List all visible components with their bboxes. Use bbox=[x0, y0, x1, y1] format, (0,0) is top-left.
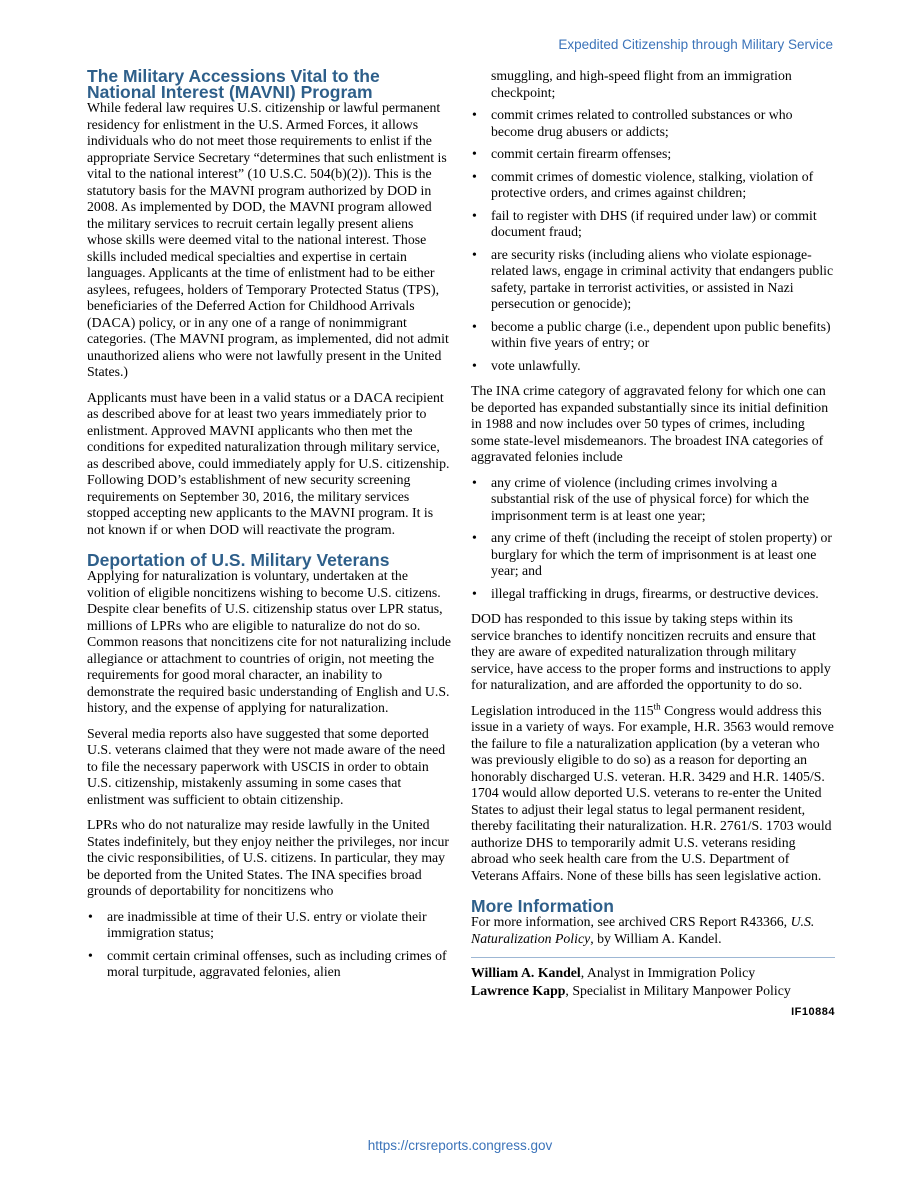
mavni-heading: The Military Accessions Vital to the National Interest (MAVNI) Program bbox=[87, 66, 380, 102]
deportation-heading: Deportation of U.S. Military Veterans bbox=[87, 550, 390, 570]
bullet-icon: • bbox=[472, 530, 477, 545]
list-item-text: commit crimes of domestic violence, stalking, violation of protective orders, and crimes against children; bbox=[491, 168, 814, 200]
list-item bbox=[471, 475, 835, 525]
author-line bbox=[471, 964, 835, 982]
bullet-continuation: smuggling, and high-speed flight from an immigration checkpoint; bbox=[491, 68, 792, 100]
bullet-icon: • bbox=[88, 908, 93, 924]
list-item bbox=[471, 169, 835, 202]
bullet-icon: • bbox=[472, 357, 477, 373]
list-item bbox=[87, 948, 451, 981]
ordinal-suffix: th bbox=[653, 700, 661, 711]
bullet-icon: • bbox=[472, 107, 477, 122]
report-id: IF10884 bbox=[791, 1006, 835, 1018]
report-title: U.S. Naturalization Policy bbox=[471, 914, 815, 946]
list-item-text: are inadmissible at time of their U.S. entry or violate their immigration status; bbox=[107, 908, 427, 940]
right-column bbox=[471, 68, 835, 1018]
list-item bbox=[87, 909, 451, 942]
list-item bbox=[471, 107, 835, 140]
list-item-text: are security risks (including aliens who violate espionage-related laws, engage in criminal activity that endangers public safety, partake in terrorist activities, or assisted in Nazi persecution or genocide); bbox=[491, 246, 834, 311]
more-information-paragraph bbox=[471, 914, 835, 947]
dod-response-paragraph: DOD has responded to this issue by taking steps within its service branches to identify noncitizen recruits and ensure that they are aware of expedited naturalization through military service, have access to the proper forms and instructions to apply for naturalization, and are afforded the opportunity to do so. bbox=[471, 611, 831, 692]
footer-url[interactable]: https://crsreports.congress.gov bbox=[367, 1138, 553, 1153]
list-item-text: commit crimes related to controlled substances or who become drug abusers or addicts; bbox=[491, 107, 793, 139]
list-item bbox=[471, 358, 835, 375]
list-item bbox=[471, 586, 835, 603]
legislation-text-start: Legislation introduced in the 115 bbox=[471, 702, 654, 718]
legislation-text-rest: Congress would address this issue in a variety of ways. For example, H.R. 3563 would remove the failure to file a naturalization application (by a veteran who was previously eligible to do so) as a reason for deporting an honorably discharged U.S. veteran. H.R. 3429 and H.R. 1405/S. 1704 would allow deported U.S. veterans to re-enter the United States to adjust their legal status to legal permanent resident, thereby facilitating their naturalization. H.R. 2761/S. 1703 would authorize DHS to temporarily admit U.S. veterans residing abroad who seek health care from the U.S. Department of Veterans Affairs. None of these bills has seen legislative action. bbox=[471, 702, 834, 883]
mavni-paragraph-2: Applicants must have been in a valid status or a DACA recipient as described above for at least two years immediately prior to enlistment. Approved MAVNI applicants who then met the conditions for expedited naturalization through military service, as described above, could immediately apply for U.S. citizenship. Following DOD’s establishment of new security screening requirements on September 30, 2016, the military services stopped accepting new applicants to the MAVNI program. It is not known if or when DOD will reactivate the program. bbox=[87, 389, 450, 537]
more-info-text-before: For more information, see archived CRS Report R43366, bbox=[471, 914, 791, 929]
list-item-text: any crime of violence (including crimes involving a substantial risk of the use of physical force) for which the imprisonment term is at least one year; bbox=[491, 474, 810, 523]
author-role: , Analyst in Immigration Policy bbox=[580, 965, 756, 980]
list-item bbox=[471, 530, 835, 580]
deportation-paragraph-1: Applying for naturalization is voluntary, undertaken at the volition of eligible noncitizens wishing to become U.S. citizens. Despite clear benefits of U.S. citizenship status over LPR status, millions of LPRs who are eligible to naturalize do not do so. Common reasons that noncitizens cite for not naturalizing include allegiance or attachment to countries of origin, not meeting the requirements for good moral character, an inability to demonstrate the required basic understanding of English and U.S. history, and the expense of applying for naturalization. bbox=[87, 568, 451, 715]
bullet-icon: • bbox=[88, 947, 93, 963]
deportability-list bbox=[87, 909, 451, 981]
list-item-text: illegal trafficking in drugs, firearms, or destructive devices. bbox=[491, 585, 819, 601]
bullet-icon: • bbox=[472, 585, 477, 601]
legislation-paragraph bbox=[471, 700, 835, 885]
list-item bbox=[471, 208, 835, 241]
running-header: Expedited Citizenship through Military Service bbox=[558, 37, 833, 52]
list-item-text: commit certain firearm offenses; bbox=[491, 146, 672, 161]
aggravated-felony-list bbox=[471, 475, 835, 603]
list-item-text: become a public charge (i.e., dependent upon public benefits) within five years of entry; or bbox=[491, 318, 831, 350]
bullet-icon: • bbox=[472, 207, 477, 223]
author-role: , Specialist in Military Manpower Policy bbox=[565, 983, 791, 998]
bullet-icon: • bbox=[472, 168, 477, 184]
deportation-paragraph-3: LPRs who do not naturalize may reside lawfully in the United States indefinitely, but they enjoy neither the privileges, nor incur the civic responsibilities, of U.S. citizens. In particular, they may be deported from the United States. The INA specifies broad grounds of deportability for noncitizens who bbox=[87, 817, 449, 898]
list-item-text: any crime of theft (including the receipt of stolen property) or burglary for which the term of imprisonment is at least one year; and bbox=[491, 530, 832, 578]
more-info-text-after: , by William A. Kandel. bbox=[590, 930, 722, 946]
aggravated-felony-paragraph: The INA crime category of aggravated felony for which one can be deported has expanded substantially since its initial definition in 1988 and now includes over 50 types of crimes, including some state-level misdemeanors. The broadest INA categories of aggravated felonies include bbox=[471, 383, 829, 464]
bullet-icon: • bbox=[472, 246, 477, 262]
bullet-icon: • bbox=[472, 474, 477, 490]
more-information-heading: More Information bbox=[471, 896, 614, 916]
list-item bbox=[471, 247, 835, 313]
list-item bbox=[471, 146, 835, 163]
bullet-icon: • bbox=[472, 146, 477, 161]
author-divider bbox=[471, 957, 835, 958]
author-name: Lawrence Kapp bbox=[471, 983, 566, 998]
deportation-paragraph-2: Several media reports also have suggested that some deported U.S. veterans claimed that they were not made aware of the need to file the necessary paperwork with USCIS in order to obtain U.S. citizenship, mistakenly assuming in some cases that enlistment was sufficient to obtain citizenship. bbox=[87, 725, 446, 807]
list-item-text: commit certain criminal offenses, such as including crimes of moral turpitude, aggravated felonies, alien bbox=[107, 947, 447, 979]
bullet-icon: • bbox=[472, 318, 477, 334]
mavni-paragraph-1: While federal law requires U.S. citizenship or lawful permanent residency for enlistment in the U.S. Armed Forces, it allows individuals who do not meet those requirements to enlist if the appropriate Service Secretary “determines that such enlistment is vital to the national interest” (10 U.S.C. 504(b)(2)). This is the statutory basis for the MAVNI program authorized by DOD in 2008. As implemented by DOD, the MAVNI program allowed the military services to recruit certain legally present aliens whose skills were deemed vital to the national interest. Those skills included medical specialties and expertise in certain languages. Applicants at the time of enlistment had to be either asylees, refugees, holders of Temporary Protected Status (TPS), beneficiaries of the Deferred Action for Childhood Arrivals (DACA) policy, or in any one of a range of nonimmigrant categories. (The MAVNI program, as implemented, did not admit unauthorized aliens who were not lawfully present in the United States.) bbox=[87, 100, 449, 379]
author-name: William A. Kandel bbox=[471, 965, 581, 980]
deportability-list-continued bbox=[471, 107, 835, 374]
list-item bbox=[471, 319, 835, 352]
list-item-text: fail to register with DHS (if required under law) or commit document fraud; bbox=[491, 207, 817, 239]
left-column bbox=[87, 68, 451, 990]
author-line bbox=[471, 982, 835, 1000]
list-item-text: vote unlawfully. bbox=[491, 357, 581, 373]
